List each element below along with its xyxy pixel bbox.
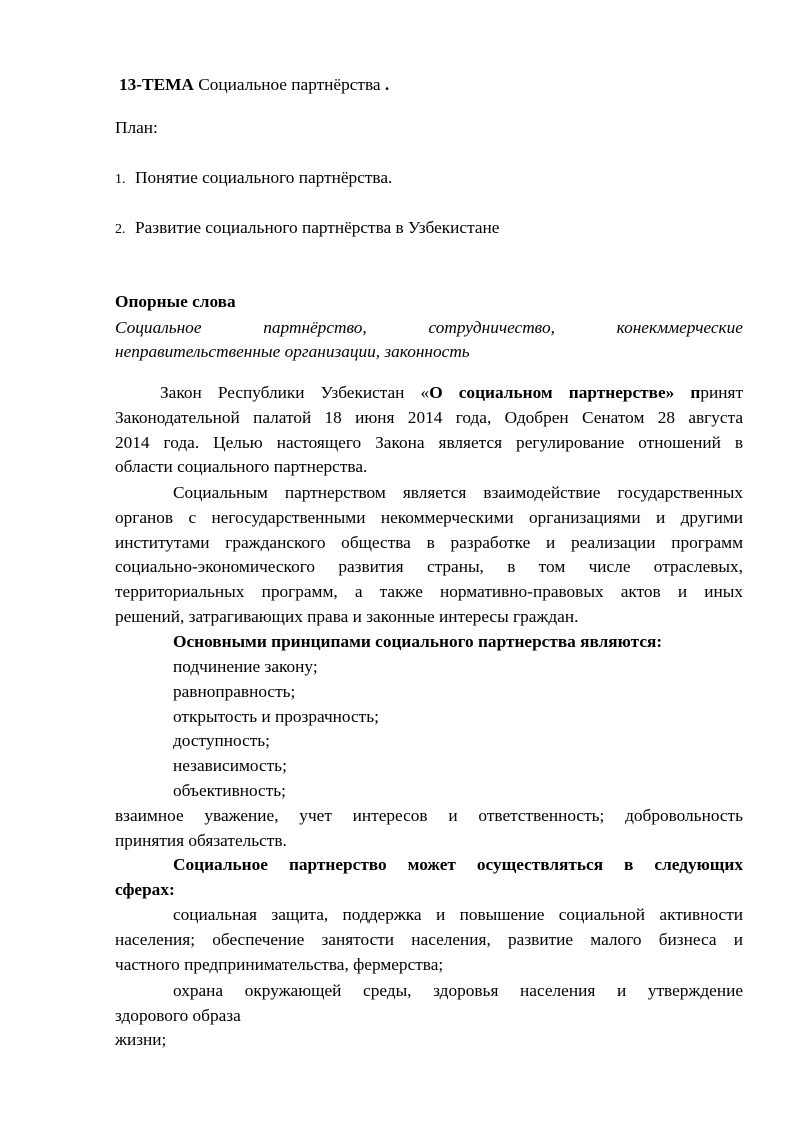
principles-list <box>173 655 379 804</box>
plan-label: План: <box>115 118 158 137</box>
plan-item-2 <box>115 218 499 238</box>
paragraph-line: области социального партнерства. <box>115 457 368 477</box>
topic-title: Социальное партнёрства <box>193 75 385 94</box>
list-item: подчинение закону; <box>173 657 318 676</box>
keywords-heading: Опорные слова <box>115 292 236 311</box>
paragraph-line: Законодательной палатой 18 июня 2014 года, Одобрен Сенатом 28 августа <box>115 407 743 427</box>
sphere-item-2-tail: жизни; <box>115 1030 167 1049</box>
paragraph-line: населения; обеспечение занятости населения, развитие малого бизнеса и <box>115 929 743 949</box>
paragraph-line: взаимное уважение, учет интересов и ответственность; добровольность <box>115 806 743 825</box>
paragraph-line: принятия обязательств. <box>115 830 287 850</box>
keyword: партнёрство, <box>263 318 367 337</box>
paragraph-line: социальная защита, поддержка и повышение социальной активности <box>173 905 743 924</box>
spheres-heading <box>115 853 743 903</box>
topic-number: 13-ТЕМА <box>119 75 194 94</box>
paragraph-line: решений, затрагивающих права и законные интересы граждан. <box>115 606 579 626</box>
law-paragraph <box>115 381 743 480</box>
keywords-line-2: неправительственные организации, законность <box>115 342 470 361</box>
principles-heading: Основными принципами социального партнерства являются: <box>173 632 663 651</box>
paragraph-line: 2014 года. Целью настоящего Закона является регулирование отношений в <box>115 432 743 452</box>
paragraph-line: социально-экономического развития страны, в том числе отраслевых, <box>115 557 743 577</box>
paragraph-line: частного предпринимательства, фермерства; <box>115 954 444 974</box>
paragraph-line: Социальным партнерством является взаимодействие государственных <box>173 483 743 502</box>
paragraph-line: территориальных программ, а также нормативно-правовых актов и иных <box>115 582 743 602</box>
plan-item-number: 2. <box>115 222 126 237</box>
keyword: конекммерческие <box>616 318 743 337</box>
list-item: независимость; <box>173 756 287 776</box>
topic-dot: . <box>384 75 390 94</box>
paragraph-line: органов с негосударственными некоммерческими организациями и другими <box>115 507 743 527</box>
definition-paragraph <box>115 481 743 630</box>
list-item: доступность; <box>173 731 270 751</box>
keyword: Социальное <box>115 318 202 337</box>
plan-item-1 <box>115 168 392 188</box>
keyword: сотрудничество, <box>428 318 555 337</box>
paragraph-line: охрана окружающей среды, здоровья населения и утверждение <box>173 981 743 1000</box>
sphere-item-1 <box>115 903 743 977</box>
paragraph-line: институтами гражданского общества в разработке и реализации программ <box>115 532 743 552</box>
paragraph-line: сферах: <box>115 879 175 899</box>
plan-item-text: Понятие социального партнёрства. <box>135 168 393 187</box>
list-item: равноправность; <box>173 681 296 701</box>
law-name: О социальном партнерстве» п <box>429 383 701 402</box>
list-item: объективность; <box>173 780 286 800</box>
sphere-item-2 <box>115 979 743 1029</box>
paragraph-line: Социальное партнерство может осуществляться в следующих <box>173 855 743 874</box>
plan-item-text: Развитие социального партнёрства в Узбекистане <box>135 218 500 237</box>
keywords-line-1 <box>115 318 743 338</box>
paragraph-line: Закон Республики Узбекистан «О социальном партнерстве» принят <box>160 383 743 402</box>
paragraph-line: здорового образа <box>115 1005 241 1025</box>
list-item: открытость и прозрачность; <box>173 706 379 726</box>
principles-last-item <box>115 804 743 854</box>
plan-item-number: 1. <box>115 172 126 187</box>
topic-heading <box>119 75 389 95</box>
